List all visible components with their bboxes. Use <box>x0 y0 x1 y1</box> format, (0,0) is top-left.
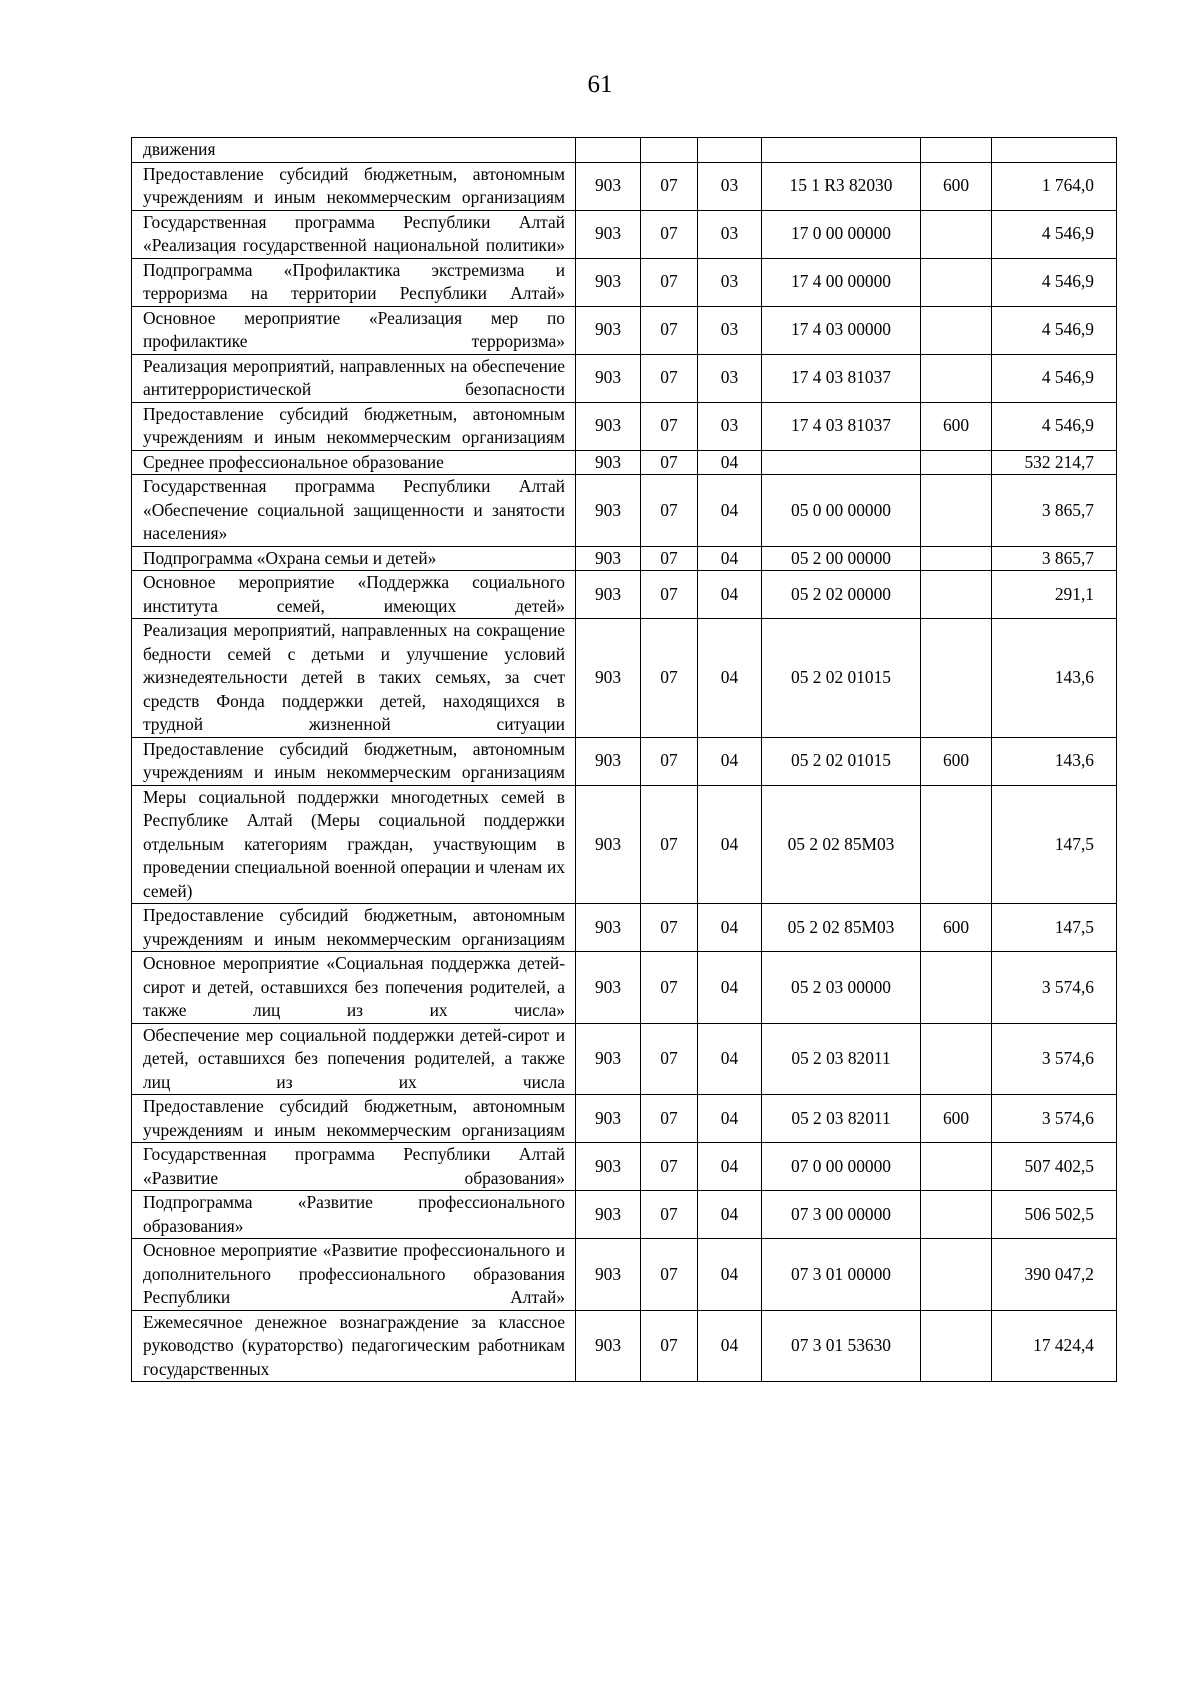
item-name-cell: Реализация мероприятий, направленных на обеспечение антитеррористической безопасности <box>132 354 576 402</box>
target-item-code-cell: 05 2 02 01015 <box>762 737 921 785</box>
amount-cell: 4 546,9 <box>992 354 1117 402</box>
expense-type-code-cell <box>921 619 992 738</box>
table-row <box>132 138 1117 163</box>
item-name-cell: Государственная программа Республики Алтай «Развитие образования» <box>132 1143 576 1191</box>
amount-cell: 4 546,9 <box>992 402 1117 450</box>
section-code-cell: 07 <box>641 450 698 475</box>
expense-type-code-cell <box>921 1143 992 1191</box>
item-name-cell: Основное мероприятие «Поддержка социального института семей, имеющих детей» <box>132 571 576 619</box>
target-item-code-cell: 07 0 00 00000 <box>762 1143 921 1191</box>
subsection-code-cell: 04 <box>698 904 762 952</box>
item-name-cell: Предоставление субсидий бюджетным, автономным учреждениям и иным некоммерческим организациям <box>132 1095 576 1143</box>
section-code-cell: 07 <box>641 402 698 450</box>
subsection-code-cell: 04 <box>698 1239 762 1311</box>
expense-type-code-cell: 600 <box>921 904 992 952</box>
amount-cell: 147,5 <box>992 904 1117 952</box>
amount-cell: 3 574,6 <box>992 1095 1117 1143</box>
ministry-code-cell: 903 <box>576 1310 641 1382</box>
table-row <box>132 785 1117 904</box>
subsection-code-cell <box>698 138 762 163</box>
target-item-code-cell <box>762 450 921 475</box>
target-item-code-cell: 05 2 02 85М03 <box>762 785 921 904</box>
amount-cell: 143,6 <box>992 737 1117 785</box>
table-row <box>132 1095 1117 1143</box>
amount-cell: 532 214,7 <box>992 450 1117 475</box>
ministry-code-cell: 903 <box>576 619 641 738</box>
expense-type-code-cell <box>921 210 992 258</box>
section-code-cell: 07 <box>641 258 698 306</box>
expense-type-code-cell: 600 <box>921 737 992 785</box>
section-code-cell: 07 <box>641 162 698 210</box>
amount-cell: 3 574,6 <box>992 952 1117 1024</box>
expense-type-code-cell: 600 <box>921 162 992 210</box>
subsection-code-cell: 04 <box>698 1095 762 1143</box>
budget-table <box>131 137 1117 1382</box>
amount-cell: 390 047,2 <box>992 1239 1117 1311</box>
target-item-code-cell <box>762 138 921 163</box>
subsection-code-cell: 04 <box>698 1310 762 1382</box>
ministry-code-cell: 903 <box>576 162 641 210</box>
expense-type-code-cell <box>921 571 992 619</box>
amount-cell: 3 865,7 <box>992 475 1117 547</box>
ministry-code-cell: 903 <box>576 952 641 1024</box>
subsection-code-cell: 04 <box>698 571 762 619</box>
amount-cell: 1 764,0 <box>992 162 1117 210</box>
ministry-code-cell: 903 <box>576 258 641 306</box>
subsection-code-cell: 04 <box>698 952 762 1024</box>
target-item-code-cell: 05 2 02 01015 <box>762 619 921 738</box>
subsection-code-cell: 04 <box>698 785 762 904</box>
item-name-cell: Ежемесячное денежное вознаграждение за классное руководство (кураторство) педагогическим работникам государственных <box>132 1310 576 1382</box>
ministry-code-cell: 903 <box>576 1191 641 1239</box>
target-item-code-cell: 17 0 00 00000 <box>762 210 921 258</box>
target-item-code-cell: 05 0 00 00000 <box>762 475 921 547</box>
expense-type-code-cell <box>921 1023 992 1095</box>
amount-cell: 506 502,5 <box>992 1191 1117 1239</box>
expense-type-code-cell <box>921 475 992 547</box>
item-name-cell: Основное мероприятие «Реализация мер по профилактике терроризма» <box>132 306 576 354</box>
subsection-code-cell: 03 <box>698 162 762 210</box>
item-name-cell: Среднее профессиональное образование <box>132 450 576 475</box>
expense-type-code-cell <box>921 138 992 163</box>
subsection-code-cell: 04 <box>698 1191 762 1239</box>
target-item-code-cell: 05 2 02 00000 <box>762 571 921 619</box>
section-code-cell: 07 <box>641 1191 698 1239</box>
section-code-cell: 07 <box>641 904 698 952</box>
expense-type-code-cell <box>921 1239 992 1311</box>
ministry-code-cell: 903 <box>576 571 641 619</box>
item-name-cell: Предоставление субсидий бюджетным, автономным учреждениям и иным некоммерческим организациям <box>132 904 576 952</box>
expense-type-code-cell <box>921 952 992 1024</box>
subsection-code-cell: 04 <box>698 475 762 547</box>
amount-cell <box>992 138 1117 163</box>
expense-type-code-cell <box>921 354 992 402</box>
ministry-code-cell: 903 <box>576 354 641 402</box>
item-name-cell: Государственная программа Республики Алтай «Обеспечение социальной защищенности и занятости населения» <box>132 475 576 547</box>
ministry-code-cell: 903 <box>576 450 641 475</box>
budget-table-body <box>132 138 1117 1382</box>
expense-type-code-cell <box>921 306 992 354</box>
subsection-code-cell: 04 <box>698 1143 762 1191</box>
item-name-cell: Подпрограмма «Профилактика экстремизма и терроризма на территории Республики Алтай» <box>132 258 576 306</box>
ministry-code-cell: 903 <box>576 306 641 354</box>
item-name-cell: Реализация мероприятий, направленных на сокращение бедности семей с детьми и улучшение условий жизнедеятельности детей в таких семьях, за счет средств Фонда поддержки детей, находящихся в трудной жизненной ситуации <box>132 619 576 738</box>
target-item-code-cell: 17 4 03 81037 <box>762 402 921 450</box>
section-code-cell: 07 <box>641 306 698 354</box>
subsection-code-cell: 03 <box>698 354 762 402</box>
item-name-cell: Основное мероприятие «Развитие профессионального и дополнительного профессионального образования Республики Алтай» <box>132 1239 576 1311</box>
section-code-cell: 07 <box>641 1310 698 1382</box>
ministry-code-cell <box>576 138 641 163</box>
section-code-cell: 07 <box>641 952 698 1024</box>
item-name-cell: Обеспечение мер социальной поддержки детей-сирот и детей, оставшихся без попечения родителей, а также лиц из их числа <box>132 1023 576 1095</box>
subsection-code-cell: 03 <box>698 210 762 258</box>
expense-type-code-cell <box>921 546 992 571</box>
amount-cell: 147,5 <box>992 785 1117 904</box>
section-code-cell: 07 <box>641 619 698 738</box>
subsection-code-cell: 04 <box>698 1023 762 1095</box>
section-code-cell: 07 <box>641 785 698 904</box>
target-item-code-cell: 05 2 00 00000 <box>762 546 921 571</box>
table-row <box>132 1143 1117 1191</box>
table-row <box>132 210 1117 258</box>
amount-cell: 143,6 <box>992 619 1117 738</box>
amount-cell: 17 424,4 <box>992 1310 1117 1382</box>
page-number: 61 <box>587 71 613 98</box>
section-code-cell: 07 <box>641 737 698 785</box>
ministry-code-cell: 903 <box>576 737 641 785</box>
subsection-code-cell: 04 <box>698 737 762 785</box>
table-row <box>132 546 1117 571</box>
subsection-code-cell: 04 <box>698 619 762 738</box>
table-row <box>132 952 1117 1024</box>
table-row <box>132 402 1117 450</box>
table-row <box>132 258 1117 306</box>
table-row <box>132 1191 1117 1239</box>
ministry-code-cell: 903 <box>576 785 641 904</box>
subsection-code-cell: 03 <box>698 258 762 306</box>
target-item-code-cell: 15 1 R3 82030 <box>762 162 921 210</box>
subsection-code-cell: 04 <box>698 546 762 571</box>
table-row <box>132 737 1117 785</box>
section-code-cell: 07 <box>641 571 698 619</box>
amount-cell: 507 402,5 <box>992 1143 1117 1191</box>
ministry-code-cell: 903 <box>576 1023 641 1095</box>
ministry-code-cell: 903 <box>576 475 641 547</box>
item-name-cell: Меры социальной поддержки многодетных семей в Республике Алтай (Меры социальной поддержки отдельным категориям граждан, участвующим в проведении специальной военной операции и членам их семей) <box>132 785 576 904</box>
target-item-code-cell: 07 3 01 53630 <box>762 1310 921 1382</box>
target-item-code-cell: 07 3 00 00000 <box>762 1191 921 1239</box>
item-name-cell: Предоставление субсидий бюджетным, автономным учреждениям и иным некоммерческим организациям <box>132 737 576 785</box>
amount-cell: 4 546,9 <box>992 258 1117 306</box>
ministry-code-cell: 903 <box>576 1143 641 1191</box>
section-code-cell: 07 <box>641 1239 698 1311</box>
amount-cell: 4 546,9 <box>992 210 1117 258</box>
section-code-cell: 07 <box>641 1143 698 1191</box>
target-item-code-cell: 05 2 03 00000 <box>762 952 921 1024</box>
amount-cell: 3 865,7 <box>992 546 1117 571</box>
target-item-code-cell: 07 3 01 00000 <box>762 1239 921 1311</box>
item-name-cell: Предоставление субсидий бюджетным, автономным учреждениям и иным некоммерческим организациям <box>132 402 576 450</box>
section-code-cell: 07 <box>641 1023 698 1095</box>
table-row <box>132 619 1117 738</box>
table-row <box>132 1023 1117 1095</box>
target-item-code-cell: 05 2 02 85М03 <box>762 904 921 952</box>
ministry-code-cell: 903 <box>576 546 641 571</box>
amount-cell: 4 546,9 <box>992 306 1117 354</box>
item-name-cell: Государственная программа Республики Алтай «Реализация государственной национальной политики» <box>132 210 576 258</box>
ministry-code-cell: 903 <box>576 210 641 258</box>
table-row <box>132 354 1117 402</box>
subsection-code-cell: 04 <box>698 450 762 475</box>
expense-type-code-cell <box>921 450 992 475</box>
target-item-code-cell: 17 4 03 00000 <box>762 306 921 354</box>
expense-type-code-cell <box>921 785 992 904</box>
table-row <box>132 1310 1117 1382</box>
item-name-cell: Подпрограмма «Охрана семьи и детей» <box>132 546 576 571</box>
ministry-code-cell: 903 <box>576 402 641 450</box>
section-code-cell: 07 <box>641 546 698 571</box>
table-row <box>132 1239 1117 1311</box>
item-name-cell: Предоставление субсидий бюджетным, автономным учреждениям и иным некоммерческим организациям <box>132 162 576 210</box>
expense-type-code-cell <box>921 1191 992 1239</box>
expense-type-code-cell <box>921 1310 992 1382</box>
table-row <box>132 904 1117 952</box>
section-code-cell: 07 <box>641 475 698 547</box>
section-code-cell: 07 <box>641 210 698 258</box>
subsection-code-cell: 03 <box>698 402 762 450</box>
section-code-cell: 07 <box>641 1095 698 1143</box>
ministry-code-cell: 903 <box>576 904 641 952</box>
target-item-code-cell: 17 4 00 00000 <box>762 258 921 306</box>
section-code-cell <box>641 138 698 163</box>
item-name-cell: Основное мероприятие «Социальная поддержка детей-сирот и детей, оставшихся без попечения родителей, а также лиц из их числа» <box>132 952 576 1024</box>
table-row <box>132 306 1117 354</box>
expense-type-code-cell: 600 <box>921 1095 992 1143</box>
amount-cell: 291,1 <box>992 571 1117 619</box>
section-code-cell: 07 <box>641 354 698 402</box>
item-name-cell: движения <box>132 138 576 163</box>
target-item-code-cell: 17 4 03 81037 <box>762 354 921 402</box>
amount-cell: 3 574,6 <box>992 1023 1117 1095</box>
subsection-code-cell: 03 <box>698 306 762 354</box>
ministry-code-cell: 903 <box>576 1095 641 1143</box>
target-item-code-cell: 05 2 03 82011 <box>762 1023 921 1095</box>
table-row <box>132 450 1117 475</box>
expense-type-code-cell: 600 <box>921 402 992 450</box>
expense-type-code-cell <box>921 258 992 306</box>
table-row <box>132 571 1117 619</box>
table-row <box>132 162 1117 210</box>
ministry-code-cell: 903 <box>576 1239 641 1311</box>
table-row <box>132 475 1117 547</box>
item-name-cell: Подпрограмма «Развитие профессионального образования» <box>132 1191 576 1239</box>
target-item-code-cell: 05 2 03 82011 <box>762 1095 921 1143</box>
